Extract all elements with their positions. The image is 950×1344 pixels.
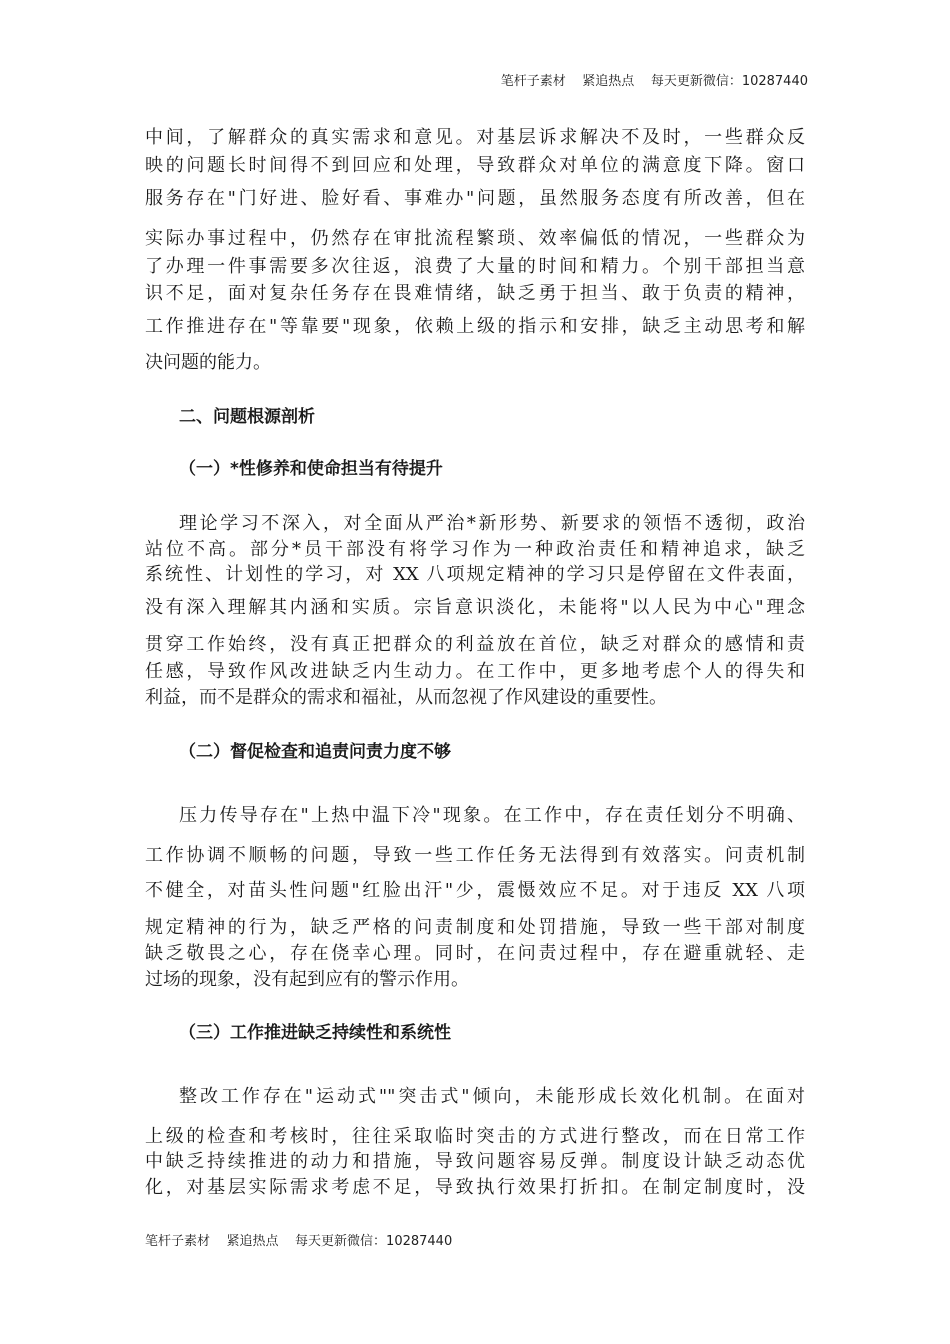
paragraph-line: 理论学习不深入，对全面从严治*新形势、新要求的领悟不透彻，政治 (179, 513, 805, 534)
paragraph-line: 映的问题长时间得不到回应和处理，导致群众对单位的满意度下降。窗口 (145, 155, 805, 176)
paragraph-line: 上级的检查和考核时，往往采取临时突击的方式进行整改，而在日常工作 (145, 1126, 805, 1147)
paragraph-line: 缺乏敬畏之心，存在侥幸心理。同时，在问责过程中，存在避重就轻、走 (145, 943, 805, 964)
page-footer: 笔杆子素材 紧追热点 每天更新微信：10287440 (145, 1234, 453, 1249)
paragraph-line: 站位不高。部分*员干部没有将学习作为一种政治责任和精神追求，缺乏 (145, 539, 805, 560)
paragraph-line: 整改工作存在"运动式""突击式"倾向，未能形成长效化机制。在面对 (179, 1086, 805, 1107)
paragraph-line: 中缺乏持续推进的动力和措施，导致问题容易反弹。制度设计缺乏动态优 (145, 1151, 805, 1172)
paragraph-line: 工作协调不顺畅的问题，导致一些工作任务无法得到有效落实。问责机制 (145, 845, 805, 866)
page-header: 笔杆子素材 紧追热点 每天更新微信：10287440 (500, 74, 808, 89)
paragraph-line: 压力传导存在"上热中温下冷"现象。在工作中，存在责任划分不明确、 (179, 805, 805, 826)
paragraph-line: 实际办事过程中，仍然存在审批流程繁琐、效率偏低的情况，一些群众为 (145, 228, 805, 249)
paragraph-line: 识不足，面对复杂任务存在畏难情绪，缺乏勇于担当、敢于负责的精神， (145, 283, 805, 304)
subsection-heading: （三）工作推进缺乏持续性和系统性 (179, 1023, 451, 1043)
paragraph-line: 不健全，对苗头性问题"红脸出汗"少，震慑效应不足。对于违反 XX 八项 (145, 880, 805, 901)
paragraph-line: 决问题的能力。 (145, 352, 271, 373)
subsection-heading: （二）督促检查和追责问责力度不够 (179, 742, 451, 762)
paragraph-line: 了办理一件事需要多次往返，浪费了大量的时间和精力。个别干部担当意 (145, 256, 805, 277)
paragraph-line: 规定精神的行为，缺乏严格的问责制度和处罚措施，导致一些干部对制度 (145, 917, 805, 938)
section-heading: 二、问题根源剖析 (179, 407, 315, 427)
paragraph-line: 没有深入理解其内涵和实质。宗旨意识淡化，未能将"以人民为中心"理念 (145, 597, 805, 618)
paragraph-line: 利益，而不是群众的需求和福祉，从而忽视了作风建设的重要性。 (145, 687, 667, 708)
paragraph-line: 过场的现象，没有起到应有的警示作用。 (145, 969, 469, 990)
paragraph-line: 服务存在"门好进、脸好看、事难办"问题，虽然服务态度有所改善，但在 (145, 188, 805, 209)
paragraph-line: 中间，了解群众的真实需求和意见。对基层诉求解决不及时，一些群众反 (145, 127, 805, 148)
paragraph-line: 贯穿工作始终，没有真正把群众的利益放在首位，缺乏对群众的感情和责 (145, 634, 805, 655)
paragraph-line: 任感，导致作风改进缺乏内生动力。在工作中，更多地考虑个人的得失和 (145, 661, 805, 682)
subsection-heading: （一）*性修养和使命担当有待提升 (179, 459, 443, 479)
paragraph-line: 化，对基层实际需求考虑不足，导致执行效果打折扣。在制定制度时，没 (145, 1177, 805, 1198)
paragraph-line: 工作推进存在"等靠要"现象，依赖上级的指示和安排，缺乏主动思考和解 (145, 316, 805, 337)
paragraph-line: 系统性、计划性的学习，对 XX 八项规定精神的学习只是停留在文件表面， (145, 564, 805, 585)
